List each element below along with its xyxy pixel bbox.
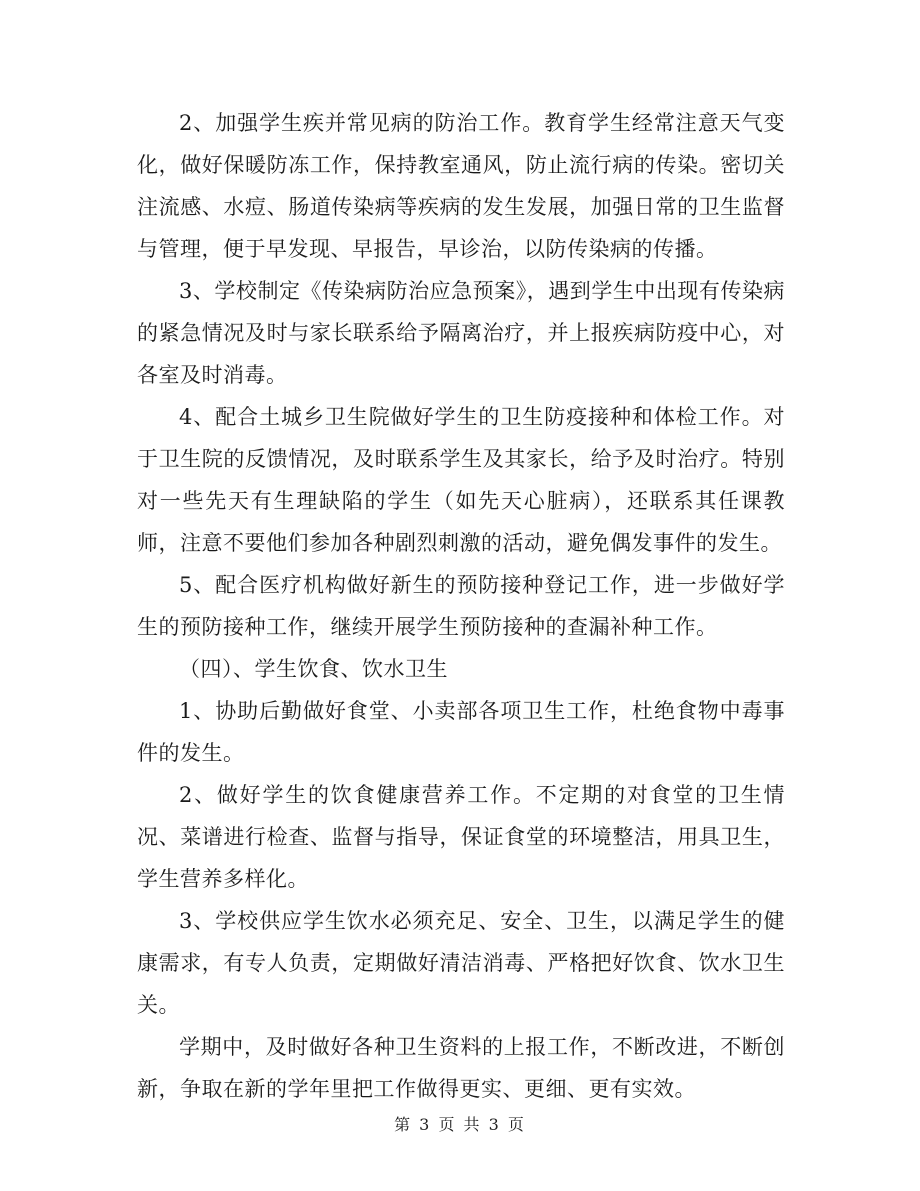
paragraph-nutrition: 2、做好学生的饮食健康营养工作。不定期的对食堂的卫生情况、菜谱进行检查、监督与指导，保证食堂的环境整洁，用具卫生，学生营养多样化。	[137, 783, 785, 891]
section-heading-diet-water: （四）、学生饮食、饮水卫生	[179, 657, 448, 681]
paragraph-emergency-plan: 3、学校制定《传染病防治应急预案》，遇到学生中出现有传染病的紧急情况及时与家长联系给予隔离治疗，并上报疾病防疫中心，对各室及时消毒。	[137, 279, 785, 387]
paragraph-semester-summary: 学期中，及时做好各种卫生资料的上报工作，不断改进，不断创新，争取在新的学年里把工作做得更实、更细、更有实效。	[137, 1035, 785, 1101]
paragraph-drinking-water: 3、学校供应学生饮水必须充足、安全、卫生，以满足学生的健康需求，有专人负责，定期做好清洁消毒、严格把好饮食、饮水卫生关。	[137, 909, 785, 1017]
paragraph-disease-prevention: 2、加强学生疾并常见病的防治工作。教育学生经常注意天气变化，做好保暖防冻工作，保持教室通风，防止流行病的传染。密切关注流感、水痘、肠道传染病等疾病的发生发展，加强日常的卫生监督与管理，便于早发现、早报告，早诊治，以防传染病的传播。	[137, 111, 785, 261]
document-body	[137, 102, 785, 1110]
paragraph-vaccination-checkup: 4、配合土城乡卫生院做好学生的卫生防疫接种和体检工作。对于卫生院的反馈情况，及时联系学生及其家长，给予及时治疗。特别对一些先天有生理缺陷的学生（如先天心脏病），还联系其任课教师，注意不要他们参加各种剧烈刺激的活动，避免偶发事件的发生。	[137, 405, 785, 555]
paragraph-newborn-vaccination: 5、配合医疗机构做好新生的预防接种登记工作，进一步做好学生的预防接种工作，继续开展学生预防接种的查漏补种工作。	[137, 573, 785, 639]
paragraph-canteen-hygiene: 1、协助后勤做好食堂、小卖部各项卫生工作，杜绝食物中毒事件的发生。	[137, 699, 785, 765]
page-number-footer: 第 3 页 共 3 页	[394, 1115, 526, 1134]
